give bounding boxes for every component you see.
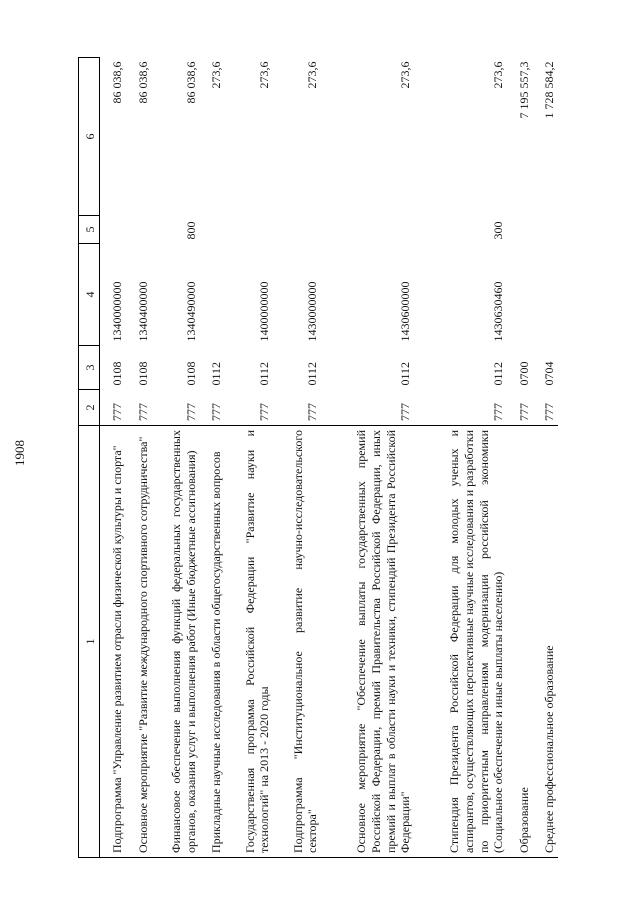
header-row — [79, 58, 100, 858]
cell-code: 777 — [491, 403, 506, 421]
cell-amount: 273,6 — [209, 61, 224, 89]
cell-section: 0112 — [491, 361, 506, 386]
cell-section: 0700 — [516, 361, 531, 386]
table-row — [225, 58, 273, 858]
cell-target: 1340400000 — [135, 281, 150, 342]
col-header-1: 1 — [79, 426, 100, 858]
col-header-3: 3 — [79, 346, 100, 390]
cell-target — [199, 244, 225, 346]
cell-type: 800 — [183, 221, 198, 240]
cell-type — [199, 216, 225, 244]
cell-type — [273, 216, 321, 244]
cell-target: 1400000000 — [257, 281, 272, 342]
budget-table-rotated — [78, 58, 558, 858]
cell-section: 0704 — [542, 361, 557, 386]
cell-target: 1430600000 — [398, 281, 413, 342]
cell-code: 777 — [398, 403, 413, 421]
table-row — [507, 58, 533, 858]
table-row — [100, 58, 126, 858]
col-header-5: 5 — [79, 216, 100, 244]
cell-amount: 1 728 584,2 — [542, 61, 557, 119]
cell-amount: 86 038,6 — [183, 61, 198, 104]
cell-code: 777 — [110, 403, 125, 421]
row-name: Прикладные научные исследования в области общегосударственных вопросов — [199, 426, 225, 858]
row-name: Подпрограмма "Управление развитием отрасли физической культуры и спорта" — [100, 426, 126, 858]
cell-code: 777 — [183, 403, 198, 421]
cell-target: 1430630460 — [491, 281, 506, 342]
cell-code: 777 — [135, 403, 150, 421]
cell-amount: 86 038,6 — [135, 61, 150, 104]
cell-section: 0112 — [398, 361, 413, 386]
row-name: Государственная программа Российской Федерации "Развитие науки и технологий" на 2013 - 2020 годы — [225, 426, 273, 858]
cell-code: 777 — [542, 403, 557, 421]
cell-section: 0108 — [110, 361, 125, 386]
cell-type — [507, 216, 533, 244]
table-row — [532, 58, 558, 858]
table-row — [414, 58, 507, 858]
table-row — [199, 58, 225, 858]
cell-type: 300 — [491, 221, 506, 240]
cell-type — [126, 216, 152, 244]
cell-amount: 86 038,6 — [110, 61, 125, 104]
row-name: Среднее профессиональное образование — [532, 426, 558, 858]
cell-section: 0112 — [209, 361, 224, 386]
cell-code: 777 — [516, 403, 531, 421]
cell-amount: 273,6 — [491, 61, 506, 89]
cell-section: 0112 — [305, 361, 320, 386]
table-row — [151, 58, 199, 858]
cell-target — [507, 244, 533, 346]
cell-target: 1340490000 — [183, 281, 198, 342]
cell-section: 0108 — [135, 361, 150, 386]
row-name: Основное мероприятие "Развитие международного спортивного сотрудничества" — [126, 426, 152, 858]
row-name: Стипендия Президента Российской Федерации для молодых ученых и аспирантов, осуществляющих перспективные научные исследования и разработки по приоритетным направлениям модернизации российской экономики (Социальное обеспечение и иные выплаты населению) — [414, 426, 507, 858]
cell-type — [532, 216, 558, 244]
cell-section: 0108 — [183, 361, 198, 386]
col-header-4: 4 — [79, 244, 100, 346]
cell-amount: 273,6 — [398, 61, 413, 89]
cell-amount: 273,6 — [305, 61, 320, 89]
cell-target: 1430000000 — [305, 281, 320, 342]
page-number: 1908 — [12, 440, 27, 466]
cell-section: 0112 — [257, 361, 272, 386]
cell-code: 777 — [305, 403, 320, 421]
col-header-6: 6 — [79, 58, 100, 216]
budget-table — [78, 57, 558, 858]
cell-type — [321, 216, 414, 244]
table-row — [126, 58, 152, 858]
cell-type — [225, 216, 273, 244]
cell-target: 1340000000 — [110, 281, 125, 342]
row-name: Образование — [507, 426, 533, 858]
row-name: Подпрограмма "Институциональное развитие научно-исследовательского сектора" — [273, 426, 321, 858]
cell-amount: 273,6 — [257, 61, 272, 89]
col-header-2: 2 — [79, 390, 100, 426]
row-name: Основное мероприятие "Обеспечение выплаты государственных премий Российской Федерации, премий Правительства Российской Федерации, иных премий и выплат в области науки и техники, стипендий Президента Российской Федерации" — [321, 426, 414, 858]
cell-type — [100, 216, 126, 244]
cell-amount: 7 195 557,3 — [516, 61, 531, 119]
row-name: Финансовое обеспечение выполнения функций федеральных государственных органов, оказания услуг и выполнения работ (Иные бюджетные ассигнования) — [151, 426, 199, 858]
cell-target — [532, 244, 558, 346]
table-row — [321, 58, 414, 858]
cell-code: 777 — [209, 403, 224, 421]
table-row — [273, 58, 321, 858]
cell-code: 777 — [257, 403, 272, 421]
